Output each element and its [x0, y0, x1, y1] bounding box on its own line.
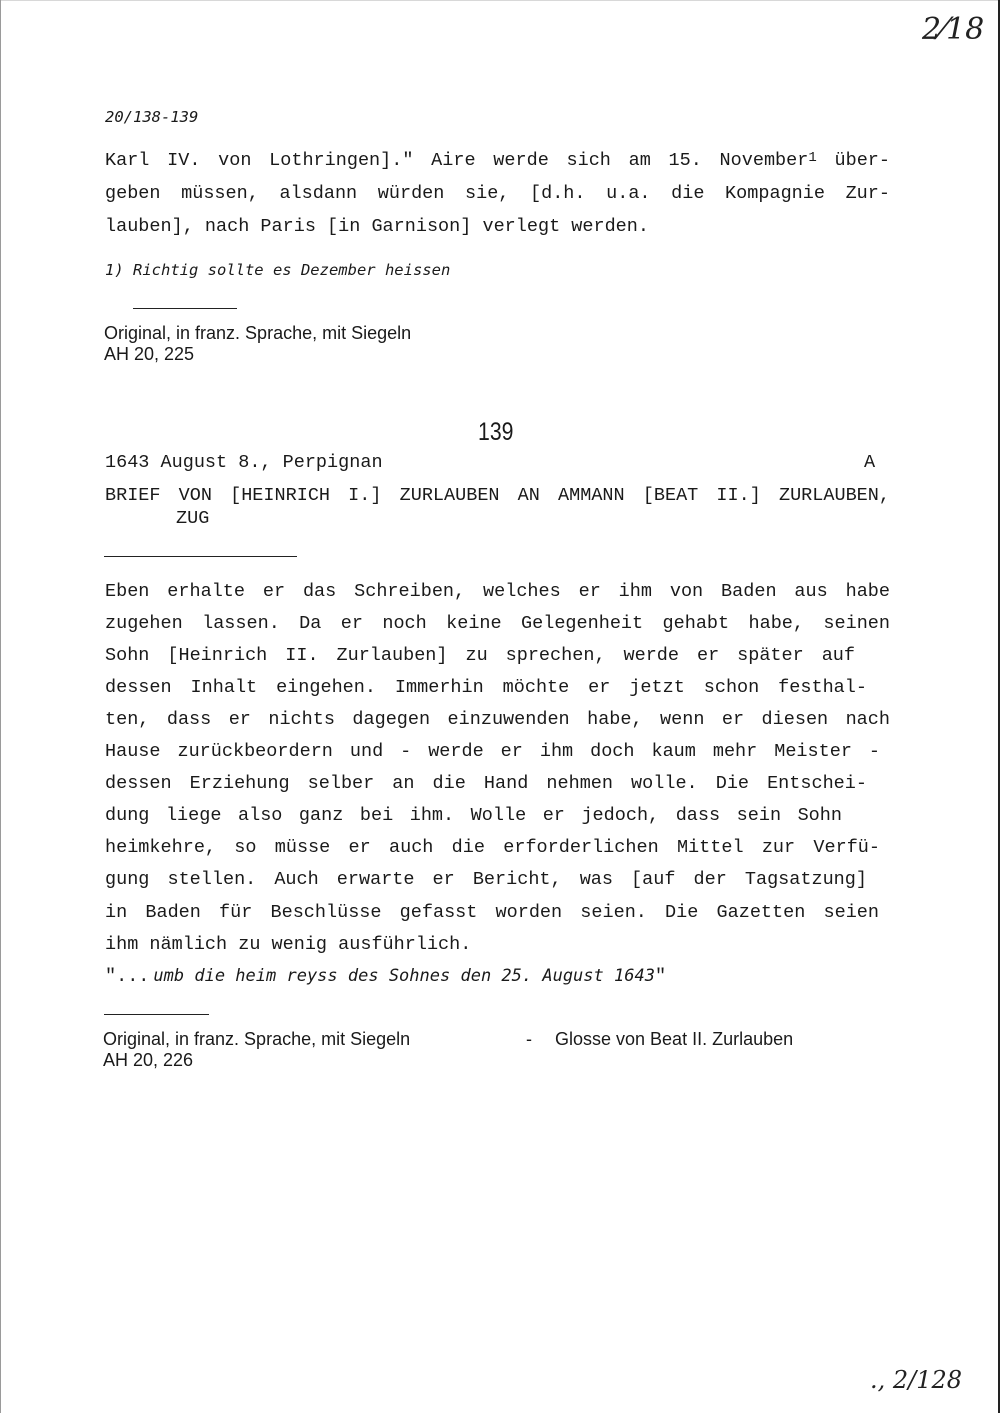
- source-note-2-dash: -: [526, 1029, 532, 1049]
- source-note-2: Original, in franz. Sprache, mit Siegeln: [103, 1029, 411, 1049]
- document-title-line-1: BRIEF VON [HEINRICH I.] ZURLAUBEN AN AMMANN [BEAT II.] ZURLAUBEN,: [105, 485, 890, 506]
- page-edge-top: [0, 0, 1000, 1]
- document-number: 139: [478, 418, 514, 446]
- document-letter: A: [864, 452, 876, 473]
- source-note-1: Original, in franz. Sprache, mit Siegeln: [104, 323, 412, 343]
- body-line-5: ten, dass er nichts dagegen einzuwenden habe, wenn er diesen nach: [105, 709, 890, 730]
- footnote-text: 1) Richtig sollte es Dezember heissen: [105, 261, 451, 279]
- footnote-divider: [133, 308, 237, 309]
- body-line-8: dung liege also ganz bei ihm. Wolle er jedoch, dass sein Sohn: [105, 805, 842, 826]
- body-line-4: dessen Inhalt eingehen. Immerhin möchte er jetzt schon festhal-: [105, 677, 867, 698]
- intro-line-3: lauben], nach Paris [in Garnison] verlegt werden.: [105, 216, 649, 237]
- handwritten-folio-number: 2⁄18: [922, 12, 985, 47]
- intro-line-1-text: Karl IV. von Lothringen]." Aire werde sich am 15. November: [105, 150, 809, 171]
- handwritten-stamp-number: ., 2/128: [870, 1366, 963, 1394]
- title-divider: [104, 556, 297, 557]
- body-line-9: heimkehre, so müsse er auch die erforderlichen Mittel zur Verfü-: [105, 837, 880, 858]
- gloss-quote: [105, 966, 666, 987]
- body-line-6: Hause zurückbeordern und - werde er ihm doch kaum mehr Meister -: [105, 741, 880, 762]
- intro-line-2: geben müssen, alsdann würden sie, [d.h. u.a. die Kompagnie Zur-: [105, 183, 890, 204]
- document-title-line-2: ZUG: [176, 508, 210, 529]
- intro-line-1: [105, 150, 890, 171]
- body-line-2: zugehen lassen. Da er noch keine Gelegenheit gehabt habe, seinen: [105, 613, 890, 634]
- quote-close: ": [654, 966, 667, 987]
- body-line-12: ihm nämlich zu wenig ausführlich.: [105, 934, 472, 955]
- body-line-11: in Baden für Beschlüsse gefasst worden seien. Die Gazetten seien: [105, 902, 879, 923]
- page-edge-left: [0, 0, 1, 1413]
- source-divider: [104, 1014, 209, 1015]
- archive-ref-1: AH 20, 225: [104, 344, 195, 364]
- quote-open: "...: [105, 966, 150, 987]
- document-reference: 20/138-139: [105, 108, 199, 126]
- body-line-3: Sohn [Heinrich II. Zurlauben] zu sprechen, werde er später auf: [105, 645, 855, 666]
- quote-text: umb die heim reyss des Sohnes den 25. August 1643: [153, 966, 655, 986]
- archive-ref-2: AH 20, 226: [103, 1050, 194, 1070]
- body-line-10: gung stellen. Auch erwarte er Bericht, was [auf der Tagsatzung]: [105, 869, 867, 890]
- body-line-1: Eben erhalte er das Schreiben, welches er ihm von Baden aus habe: [105, 581, 890, 602]
- date-place: 1643 August 8., Perpignan: [105, 452, 383, 473]
- footnote-marker: 1: [808, 150, 817, 166]
- gloss-attribution: Glosse von Beat II. Zurlauben: [555, 1029, 794, 1049]
- intro-line-1-end: über-: [834, 150, 891, 171]
- body-line-7: dessen Erziehung selber an die Hand nehmen wolle. Die Entschei-: [105, 773, 867, 794]
